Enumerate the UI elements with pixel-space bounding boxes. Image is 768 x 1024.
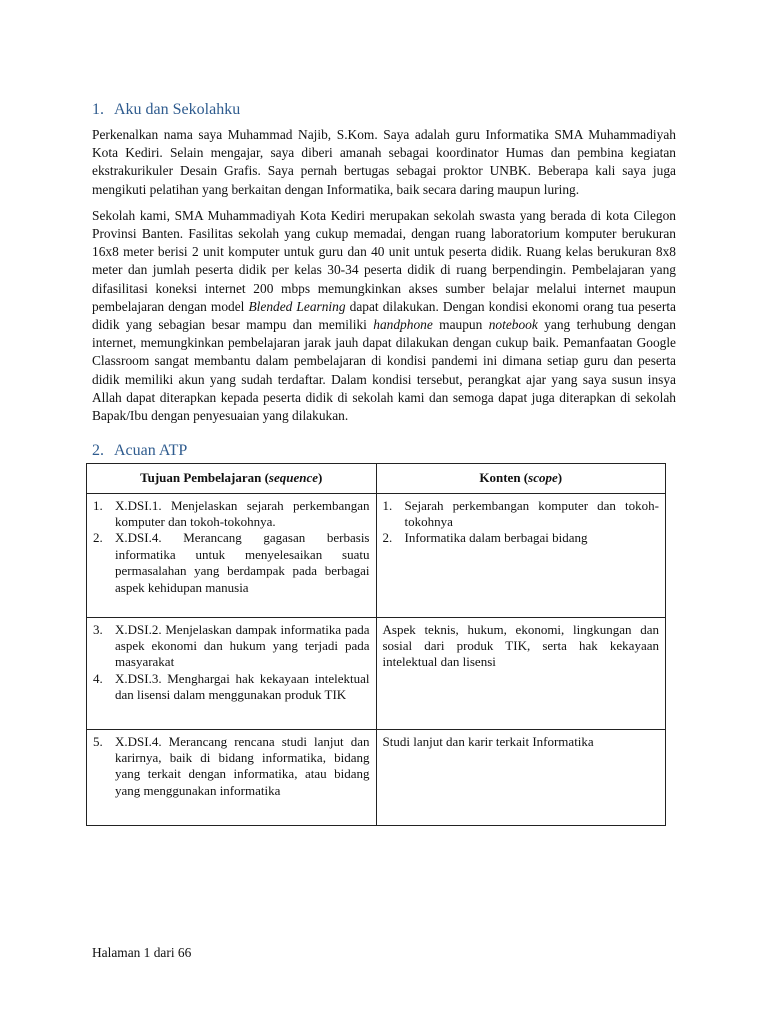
section-2-title: Acuan ATP [114,442,188,460]
list-item [383,498,660,531]
school-paragraph-part-4: yang terhubung dengan internet, memungkinkan pembelajaran jarak jauh dapat dilakukan dengan cukup baik. Pemanfaatan Google Classroom sangat membantu dalam pembelajaran di kondisi pandemi ini dimana setiap guru dan peserta didik memiliki akun yang sudah terdaftar. Dalam kondisi tersebut, perangkat ajar yang saya susun insya Allah dapat diterapkan kepada peserta didik di sekolah kami dan semoga dapat juga diterapkan di sekolah Bapak/Ibu dengan penyesuaian yang dilakukan. [92,317,676,424]
item-number: 3. [93,621,103,637]
row-2-tujuan-cell [87,617,377,729]
header-tujuan-pembelajaran [87,464,377,493]
item-text: X.DSI.3. Menghargai hak kekayaan intelektual dan lisensi dalam menggunakan produk TIK [115,670,370,703]
item-number: 1. [382,497,393,513]
blended-learning-term: Blended Learning [248,298,346,314]
header-left-em: sequence [268,470,319,486]
item-text: X.DSI.2. Menjelaskan dampak informatika pada aspek ekonomi dan hukum yang terjadi pada masyarakat [115,621,370,670]
item-number: 2. [93,530,103,546]
page-footer: Halaman 1 dari 66 [92,945,192,960]
header-right-text: Konten ( [479,470,529,486]
section-1-title: Aku dan Sekolahku [114,101,241,118]
item-text: Informatika dalam berbagai bidang [404,530,588,546]
school-paragraph-part-1: Sekolah kami, SMA Muhammadiyah Kota Kediri merupakan sekolah swasta yang berada di kota Cilegon Provinsi Banten. Fasilitas sekolah yang cukup memadai, dengan ruang laboratorium komputer berukuran 16x8 meter berisi 2 unit komputer untuk guru dan 40 unit untuk peserta didik. Ruang kelas berukuran 8x8 meter dan jumlah peserta didik per kelas 30-34 peserta didik di ruang berpendingin. Pembelajaran yang difasilitasi koneksi internet 200 mbps memungkinkan akses sumber belajar melalui internet maupun pembelajaran dengan model [92,207,676,314]
table-row [87,729,666,825]
section-1-heading [92,100,676,120]
section-1-number: 1. [92,101,104,118]
list-item [93,622,370,671]
item-text: Sejarah perkembangan komputer dan tokoh-tokohnya [404,497,659,530]
table-row [87,493,666,617]
school-paragraph-part-3: maupun [432,317,489,333]
row-1-tujuan-cell [87,493,377,617]
header-right-close: ) [557,470,563,486]
list-item [93,734,370,800]
row-3-konten-cell [376,729,666,825]
intro-paragraph: Perkenalkan nama saya Muhammad Najib, S.Kom. Saya adalah guru Informatika SMA Muhammadiyah Kota Kediri. Selain mengajar, saya diberi amanah sebagai koordinator Humas dan pembina kegiatan ekstrakurikuler Desain Grafis. Saya pernah bertugas sebagai proktor UNBK. Beberapa kali saya juga mengikuti pelatihan yang berkaitan dengan Informatika, baik secara daring maupun luring. [92,127,676,197]
cell-text: Aspek teknis, hukum, ekonomi, lingkungan dan sosial dari produk TIK, serta hak kekayaan intelektual dan lisensi [382,621,659,670]
handphone-term: handphone [373,317,433,333]
table-header-row [87,464,666,493]
item-number: 4. [93,670,103,686]
item-text: X.DSI.1. Menjelaskan sejarah perkembangan komputer dan tokoh-tokohnya. [115,497,370,530]
header-left-text: Tujuan Pembelajaran ( [140,470,269,486]
row-2-konten-cell [376,617,666,729]
item-text: X.DSI.4. Merancang rencana studi lanjut dan karirnya, baik di bidang informatika, bidang yang terkait dengan informatika, atau bidang yang menggunakan informatika [115,733,370,798]
item-text: X.DSI.4. Merancang gagasan berbasis informatika untuk menyelesaikan suatu permasalahan yang berdampak pada berbagai aspek kehidupan manusia [115,530,370,595]
cell-text: Studi lanjut dan karir terkait Informatika [382,733,594,749]
header-right-em: scope [528,470,558,486]
atp-table [86,463,666,825]
section-2-number: 2. [92,442,104,460]
row-3-tujuan-cell [87,729,377,825]
school-paragraph-part-2: dapat dilakukan. Dengan kondisi ekonomi orang tua peserta didik yang sebagian besar mampu dan memiliki [92,298,676,333]
item-number: 1. [93,497,103,513]
list-item [93,530,370,596]
row-1-konten-cell [376,493,666,617]
document-page [92,100,676,826]
item-number: 5. [93,733,103,749]
item-number: 2. [382,530,393,546]
header-left-close: ) [318,470,323,486]
table-row [87,617,666,729]
header-konten [376,464,666,493]
notebook-term: notebook [488,317,538,333]
list-item [383,530,660,546]
school-paragraph [92,207,676,425]
list-item [93,671,370,704]
list-item [93,498,370,531]
section-2-heading [92,441,676,461]
